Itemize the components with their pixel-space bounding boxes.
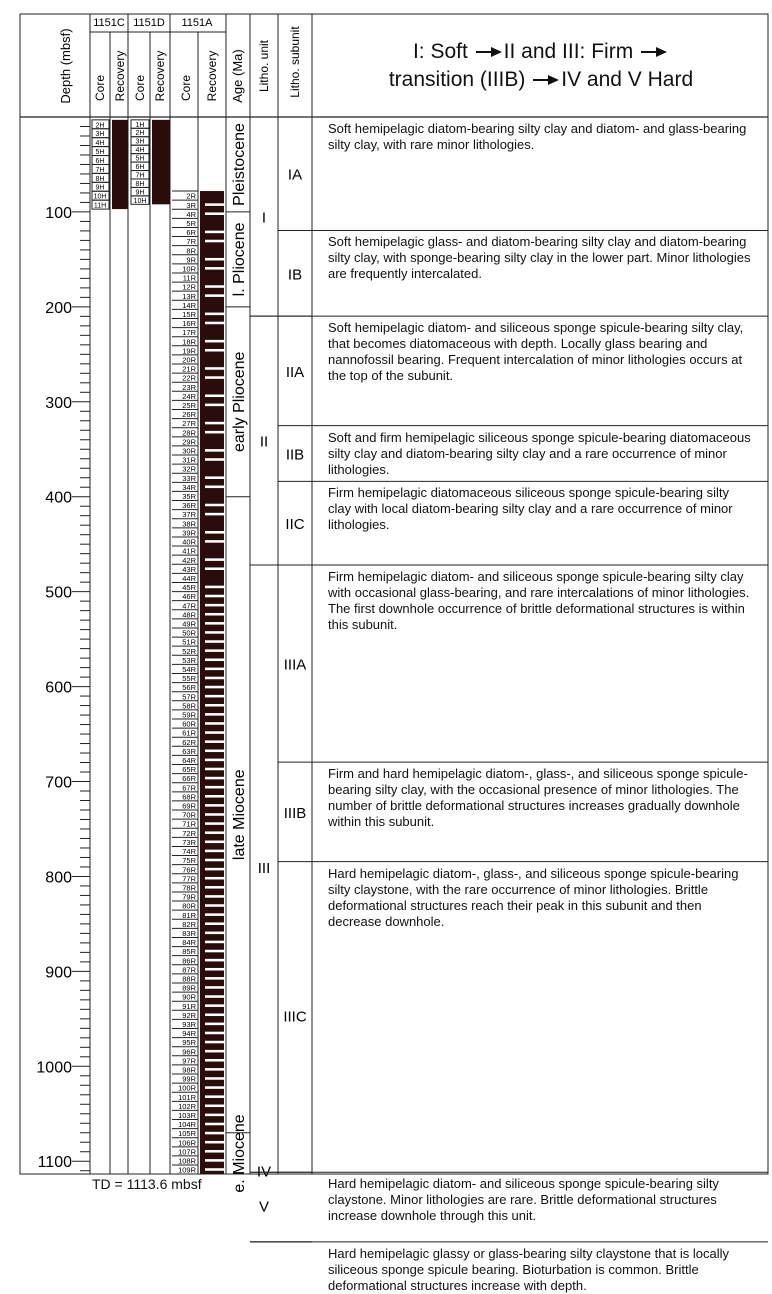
depth-tick-label: 500 [45,584,72,602]
hole-a-core-label-73: 75R [182,856,196,866]
hole-a-recovery-gap [205,1041,224,1044]
hole-a-recovery-gap [205,285,224,288]
hole-a-recovery-gap [205,922,224,925]
hole-a-core-label-104: 106R [178,1138,196,1148]
hole-a-core-label-94: 96R [182,1047,196,1057]
hole-a-recovery-gap [205,777,224,780]
subunit-description-ia: Soft hemipelagic diatom-bearing silty clay and diatom- and glass-bearing silty clay, with rare minor lithologies. [328,121,747,152]
hole-d-core-label-2: 3H [135,138,145,146]
arrow-icon [641,47,667,57]
hole-a-core-label-82: 84R [182,938,196,948]
hole-a-core-label-3: 5R [186,218,196,228]
hole-a-core-label-74: 76R [182,865,196,875]
hole-a-core-label-35: 37R [182,510,196,520]
hole-a-core-label-15: 17R [182,328,196,338]
hole-a-core-label-13: 15R [182,309,196,319]
hole-a-recovery-gap [205,1141,224,1144]
hole-a-core-label-62: 64R [182,756,196,766]
hole-a-recovery-gap [205,558,224,561]
hole-a-recovery-gap [205,1068,224,1071]
title-transition: transition (IIIB) [388,68,526,91]
hole-a-recovery-gap [205,1150,224,1153]
hole-a-core-label-55: 57R [182,692,196,702]
hole-a-recovery-gap [205,950,224,953]
hole-a-recovery-gap [205,622,224,625]
depth-axis-label: Depth (mbsf) [58,28,73,104]
hole-a-core-label-70: 72R [182,828,196,838]
hole-a-core-label-37: 39R [182,528,196,538]
hole-a-recovery-gap [205,1023,224,1026]
hole-a-recovery-gap [205,904,224,907]
hole-c-core-label-3: 5H [95,149,105,157]
hole-1151a-label: 1151A [181,17,213,29]
hole-a-recovery-gap [205,613,224,616]
hole-a-recovery-gap [205,240,224,243]
hole-a-core-label-47: 49R [182,619,196,629]
unit-label-3: IV [256,1163,272,1181]
hole-1151d-label: 1151D [133,17,165,29]
subunit-label-0: IA [287,166,303,184]
subunit-description-iic: Firm hemipelagic diatomaceous siliceous sponge spicule-bearing silty clay with local diatom-bearing silty clay and a rare occurrence of minor lithologies. [328,485,733,533]
hole-a-recovery-gap [205,231,224,234]
hole-a-core-label-64: 66R [182,774,196,784]
hole-a-recovery-gap [205,267,224,270]
hole-a-recovery-gap [205,1013,224,1016]
hole-a-core-label-8: 10R [182,264,196,274]
hole-a-core-label-91: 93R [182,1019,196,1029]
unit-label-4: V [258,1198,270,1216]
hole-d-core-label-9: 10H [133,197,147,205]
hole-a-core-label-27: 29R [182,437,196,447]
hole-a-core-label-60: 62R [182,737,196,747]
hole-a-core-label-58: 60R [182,719,196,729]
hole-a-core-label-33: 35R [182,492,196,502]
depth-tick-label: 300 [45,394,72,412]
hole-a-recovery-gap [205,859,224,862]
hole-a-core-label-56: 58R [182,701,196,711]
hole-a-recovery-gap [205,813,224,816]
hole-a-recovery-gap [205,640,224,643]
unit-label-2: III [257,860,271,878]
hole-a-recovery-gap [205,913,224,916]
hole-a-core-label-90: 92R [182,1010,196,1020]
hole-a-core-label-84: 86R [182,956,196,966]
hole-a-recovery-gap [205,212,224,215]
hole-a-recovery-gap [205,804,224,807]
hole-a-core-label-26: 28R [182,428,196,438]
subunit-label-1: IB [287,266,303,284]
hole-a-recovery-gap [205,722,224,725]
hole-d-core-label-7: 8H [135,180,145,188]
hole-c-core-label-5: 7H [95,166,105,174]
hole-a-core-label-81: 83R [182,928,196,938]
hole-a-core-label-30: 32R [182,464,196,474]
hole-a-core-label-87: 89R [182,983,196,993]
hole-a-core-label-0: 2R [186,191,196,201]
hole-a-recovery-gap [205,759,224,762]
hole-a-core-label-48: 50R [182,628,196,638]
hole-a-recovery-label: Recovery [205,50,219,102]
hole-d-core-label-0: 1H [135,121,145,129]
hole-a-core-label-31: 33R [182,473,196,483]
depth-tick-label: 700 [45,774,72,792]
hole-a-core-label-61: 63R [182,746,196,756]
hole-d-core-label-3: 4H [135,147,145,155]
hole-a-core-label-24: 26R [182,410,196,420]
hole-a-recovery-gap [205,877,224,880]
hole-c-core-label-1: 3H [95,131,105,139]
hole-a-recovery-gap [205,367,224,370]
hole-c-recovery-label: Recovery [113,50,127,102]
hole-a-core-label-6: 8R [186,246,196,256]
hole-c-core-label: Core [93,74,107,102]
hole-a-core-label-72: 74R [182,847,196,857]
hole-a-core-label-83: 85R [182,947,196,957]
hole-a-recovery-gap [205,968,224,971]
hole-a-core-label-40: 42R [182,555,196,565]
title-firm: II and III: Firm [503,40,634,63]
hole-a-core-label-38: 40R [182,537,196,547]
hole-a-core-label-17: 19R [182,346,196,356]
hole-a-recovery-gap [205,686,224,689]
hole-a-core-label-52: 54R [182,664,196,674]
depth-tick-label: 400 [45,489,72,507]
hardness-title-line-2 [316,66,766,94]
arrow-icon [476,47,502,57]
age-label-2: early Pliocene [231,351,248,453]
subunit-label-3: IIB [285,446,305,464]
hole-d-core-label-1: 2H [135,130,145,138]
hole-a-recovery-gap [205,313,224,316]
hole-a-core-label-39: 41R [182,546,196,556]
hole-a-core-label-88: 90R [182,992,196,1002]
hole-c-core-label-2: 4H [95,140,105,148]
hole-a-core-label-79: 81R [182,910,196,920]
hole-a-recovery-gap [205,567,224,570]
hole-a-core-label-21: 23R [182,382,196,392]
hole-a-recovery-gap [205,504,224,507]
hole-a-recovery-gap [205,749,224,752]
hole-a-core-label-53: 55R [182,674,196,684]
subunit-label-6: IIIB [283,804,307,822]
subunit-description-iiic: Hard hemipelagic diatom-, glass-, and siliceous sponge spicule-bearing silty claystone, with the rare occurrence of minor lithologies. Brittle deformational structures reach their peak in this subunit and then decrease downhole. [328,865,739,929]
hole-c-core-label-6: 8H [95,175,105,183]
hole-a-core-label-101: 103R [178,1111,196,1121]
hole-a-core-label-89: 91R [182,1001,196,1011]
hole-a-core-label-16: 18R [182,337,196,347]
hole-a-core-label-105: 107R [178,1147,196,1157]
depth-tick-label: 1100 [37,1154,72,1172]
hole-a-recovery-gap [205,586,224,589]
hole-a-core-label-85: 87R [182,965,196,975]
depth-tick-label: 600 [45,679,72,697]
age-label-0: Pleistocene [231,123,248,206]
hole-a-core-label-63: 65R [182,765,196,775]
litho-subunit-label: Litho. subunit [288,26,302,98]
hole-a-core-label-10: 12R [182,282,196,292]
hole-1151c-label: 1151C [93,17,125,29]
hole-a-core-label-36: 38R [182,519,196,529]
hole-a-recovery-gap [205,349,224,352]
hole-a-core-label-102: 104R [178,1120,196,1130]
hole-a-recovery-gap [205,932,224,935]
hole-a-recovery-gap [205,841,224,844]
hole-a-recovery-gap [205,977,224,980]
hole-a-recovery-gap [205,394,224,397]
hole-a-recovery-gap [205,831,224,834]
hole-a-recovery-gap [205,1168,224,1171]
hole-a-core-label-69: 71R [182,819,196,829]
hole-a-core-label-7: 9R [186,255,196,265]
hole-a-core-label-97: 99R [182,1074,196,1084]
hole-a-recovery-gap [205,886,224,889]
hole-a-recovery-gap [205,941,224,944]
hole-a-recovery-gap [205,713,224,716]
hole-a-recovery-gap [205,1077,224,1080]
hole-c-core-label-4: 6H [95,157,105,165]
hole-a-recovery-gap [205,1114,224,1117]
hole-a-recovery-gap [205,695,224,698]
hole-a-core-label-2: 4R [186,209,196,219]
hole-a-recovery-gap [205,868,224,871]
hole-a-recovery-gap [205,1095,224,1098]
hole-a-core-label-14: 16R [182,319,196,329]
hole-a-recovery-gap [205,449,224,452]
hole-a-core-label-67: 69R [182,801,196,811]
hole-d-recovery-label: Recovery [153,50,167,102]
hole-a-recovery-gap [205,1086,224,1089]
hole-a-recovery-gap [205,668,224,671]
arrow-icon [533,75,559,85]
hole-a-recovery-gap [205,740,224,743]
hole-a-recovery-gap [205,649,224,652]
total-depth-label: TD = 1113.6 mbsf [92,1176,202,1192]
hole-a-core-label-54: 56R [182,683,196,693]
hole-a-core-label-75: 77R [182,874,196,884]
hole-a-core-label-71: 73R [182,837,196,847]
age-label-3: late Miocene [231,769,248,861]
unit-label-1: II [259,433,269,451]
hole-a-recovery-gap [205,431,224,434]
hole-a-core-label-77: 79R [182,892,196,902]
subunit-description-iiib: Firm and hard hemipelagic diatom-, glass-, and siliceous sponge spicule-bearing silty clay, with the occasional presence of minor lithologies. The number of brittle deformational structures increases gradually downhole within this subunit. [328,766,748,830]
hole-a-core-label-96: 98R [182,1065,196,1075]
subunit-description-iia: Soft hemipelagic diatom- and siliceous sponge spicule-bearing silty clay, that becomes diatomaceous with depth. Locally glass bearing and nannofossil bearing. Frequent intercalation of minor lithologies occurs at the top of the subunit. [328,320,744,384]
litho-unit-label: Litho. unit [257,39,271,93]
hole-a-recovery-gap [205,1050,224,1053]
hole-a-core-label-86: 88R [182,974,196,984]
hole-a-core-label-95: 97R [182,1056,196,1066]
hole-a-core-label-4: 6R [186,228,196,238]
unit-label-0: I [261,209,267,227]
hole-a-core-label-28: 30R [182,446,196,456]
hole-a-recovery-gap [205,476,224,479]
hole-a-core-label-12: 14R [182,300,196,310]
hole-a-core-label-103: 105R [178,1129,196,1139]
hole-a-core-label-44: 46R [182,592,196,602]
hole-a-core-label-100: 102R [178,1101,196,1111]
hole-a-recovery-gap [205,995,224,998]
hole-a-recovery-gap [205,531,224,534]
hole-a-recovery-gap [205,822,224,825]
subunit-label-5: IIIA [283,656,307,674]
hole-a-recovery-gap [205,604,224,607]
hole-a-core-label-1: 3R [186,200,196,210]
hole-a-core-label-57: 59R [182,710,196,720]
hole-d-core-label-5: 6H [135,164,145,172]
hole-a-core-label-59: 61R [182,728,196,738]
hole-a-core-label: Core [179,74,193,102]
hole-a-core-label-76: 78R [182,883,196,893]
age-label-1: l. Pliocene [231,222,248,297]
hole-a-recovery-gap [205,486,224,489]
hole-a-recovery-gap [205,795,224,798]
hole-a-core-label-49: 51R [182,637,196,647]
hole-a-recovery-gap [205,458,224,461]
hole-c-recovery-bar [112,120,128,209]
hole-a-recovery-gap [205,1132,224,1135]
subunit-description-ib: Soft hemipelagic glass- and diatom-bearing silty clay and diatom-bearing silty clay, with sponge-bearing silty clay in the lower part. Minor lithologies are frequently intercalated. [328,234,751,282]
hole-a-core-label-93: 95R [182,1038,196,1048]
hole-a-recovery-gap [205,704,224,707]
hole-a-core-label-32: 34R [182,482,196,492]
hole-a-recovery-gap [205,422,224,425]
hole-a-recovery-gap [205,850,224,853]
hole-a-recovery-gap [205,322,224,325]
hole-a-recovery-bar [200,191,224,1174]
hole-c-core-label-8: 10H [93,193,107,201]
hole-a-core-label-11: 13R [182,291,196,301]
hole-c-core-label-0: 2H [95,122,105,130]
hole-a-core-label-23: 25R [182,401,196,411]
hole-a-recovery-gap [205,1105,224,1108]
subunit-label-7: IIIC [283,1008,307,1026]
subunit-description-v: Hard hemipelagic glassy or glass-bearing silty claystone that is locally siliceous sponge spicule bearing. Bioturbation is common. Brittle deformational structures increase with depth. [328,1245,730,1293]
subunit-description-iv: Hard hemipelagic diatom- and siliceous sponge spicule-bearing silty claystone. Minor lithologies are rare. Brittle deformational structures increase downhole through this unit. [328,1176,719,1224]
hole-d-core-label-6: 7H [135,172,145,180]
hole-d-recovery-bar [152,120,170,204]
title-soft: I: Soft [412,40,468,63]
hole-a-core-label-5: 7R [186,237,196,247]
hole-a-recovery-gap [205,1123,224,1126]
hole-a-recovery-gap [205,786,224,789]
hole-a-core-label-29: 31R [182,455,196,465]
hole-a-recovery-gap [205,540,224,543]
hole-a-recovery-gap [205,595,224,598]
depth-tick-label: 800 [45,869,72,887]
hole-d-core-label: Core [133,74,147,102]
depth-tick-label: 200 [45,299,72,317]
hole-a-recovery-gap [205,768,224,771]
hole-a-core-label-106: 108R [178,1156,196,1166]
depth-tick-label: 100 [45,204,72,222]
hole-d-core-label-4: 5H [135,155,145,163]
hole-a-core-label-34: 36R [182,501,196,511]
hole-a-recovery-gap [205,404,224,407]
hole-a-recovery-gap [205,294,224,297]
hole-a-core-label-42: 44R [182,573,196,583]
hole-a-recovery-gap [205,631,224,634]
hole-a-core-label-98: 100R [178,1083,196,1093]
hole-a-core-label-78: 80R [182,901,196,911]
hole-a-recovery-gap [205,258,224,261]
hole-a-core-label-45: 47R [182,601,196,611]
hole-a-core-label-99: 101R [178,1092,196,1102]
depth-tick-label: 900 [45,964,72,982]
hole-a-recovery-gap [205,658,224,661]
hole-a-core-label-25: 27R [182,419,196,429]
hole-a-recovery-gap [205,959,224,962]
hole-a-recovery-gap [205,677,224,680]
hole-a-core-label-80: 82R [182,919,196,929]
hole-a-recovery-gap [205,895,224,898]
hole-a-core-label-43: 45R [182,583,196,593]
age-label-4: e. Miocene [231,1114,248,1193]
hole-a-recovery-gap [205,1059,224,1062]
hole-a-recovery-gap [205,986,224,989]
subunit-description-iiia: Firm hemipelagic diatom- and siliceous sponge spicule-bearing silty clay with occasional glass-bearing, and rare intercalations of minor lithologies. The first downhole occurrence of brittle deformational structures is within this subunit. [328,568,750,632]
hole-a-core-label-92: 94R [182,1029,196,1039]
hole-a-core-label-20: 22R [182,373,196,383]
hole-a-core-label-19: 21R [182,364,196,374]
hole-a-core-label-65: 67R [182,783,196,793]
depth-tick-label: 1000 [36,1059,72,1077]
hole-a-core-label-107: 109R [178,1165,196,1175]
hole-a-core-label-41: 43R [182,564,196,574]
hole-a-recovery-gap [205,513,224,516]
hole-a-recovery-gap [205,1159,224,1162]
hole-a-core-label-66: 68R [182,792,196,802]
hole-a-core-label-9: 11R [182,273,196,283]
hole-a-recovery-gap [205,1004,224,1007]
hole-a-core-label-68: 70R [182,810,196,820]
hole-a-core-label-18: 20R [182,355,196,365]
subunit-label-2: IIA [285,363,305,381]
hole-a-recovery-gap [205,203,224,206]
hole-a-recovery-gap [205,1032,224,1035]
subunit-label-4: IIC [285,516,305,534]
hole-a-recovery-gap [205,376,224,379]
title-hard: IV and V Hard [561,68,694,91]
hole-d-core-label-8: 9H [135,189,145,197]
hole-a-core-label-22: 24R [182,391,196,401]
hole-a-recovery-gap [205,731,224,734]
hole-c-core-label-9: 11H [93,202,107,210]
hole-a-core-label-51: 53R [182,655,196,665]
subunit-description-iib: Soft and firm hemipelagic siliceous sponge spicule-bearing diatomaceous silty clay and diatom-bearing silty clay and a rare occurrence of minor lithologies. [328,429,751,477]
hardness-title-line-1 [316,38,766,66]
age-column-label: Age (Ma) [230,49,245,103]
hole-a-recovery-gap [205,340,224,343]
hole-a-core-label-46: 48R [182,610,196,620]
hole-c-core-label-7: 9H [95,184,105,192]
hole-a-core-label-50: 52R [182,646,196,656]
